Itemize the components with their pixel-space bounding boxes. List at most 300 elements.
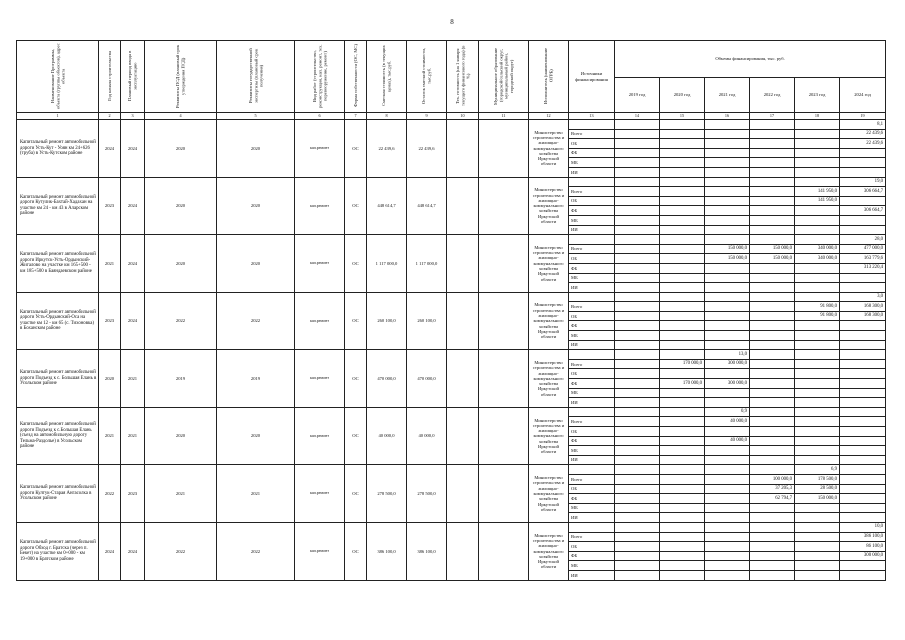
source-label: ИИ (569, 340, 615, 350)
object-name: Капитальный ремонт автомобильной дороги Подъезд к с. Большая Елань в Усольском районе (17, 350, 99, 408)
funding-value (750, 263, 795, 273)
municipality (479, 407, 529, 465)
start-year: 2021 (99, 235, 121, 293)
source-blank (569, 292, 615, 302)
source-blank (569, 350, 615, 360)
header-year: 2022 год (750, 78, 795, 113)
commission-year: 2024 (121, 522, 145, 580)
column-number: 9 (407, 113, 447, 120)
funding-value (705, 484, 750, 494)
funding-value: 168 300,0 (840, 302, 886, 312)
column-number: 12 (529, 113, 569, 120)
funding-value (615, 139, 660, 149)
funding-value (705, 311, 750, 321)
work-type: кап.ремонт (295, 292, 345, 350)
funding-value (705, 570, 750, 580)
header-psd: Реквизиты ПСД (плановый срок утверждения ПСД) (145, 41, 217, 113)
funding-value: 163 779,6 (840, 254, 886, 264)
funding-value (705, 474, 750, 484)
funding-value (615, 206, 660, 216)
column-number: 8 (367, 113, 407, 120)
readiness-value (840, 407, 886, 417)
readiness-value (750, 522, 795, 532)
source-label: ФБ (569, 148, 615, 158)
funding-value (705, 129, 750, 139)
funding-value (795, 532, 840, 542)
source-label: ФБ (569, 379, 615, 389)
header-funding: Объемы финансирования, тыс. руб. (615, 41, 886, 78)
header-year: 2021 год (705, 78, 750, 113)
funding-value (705, 369, 750, 379)
funding-value (840, 436, 886, 446)
funding-value (705, 455, 750, 465)
ownership: ОС (345, 350, 367, 408)
funding-value (750, 379, 795, 389)
funding-value (840, 196, 886, 206)
object-name: Капитальный ремонт автомобильной дороги Усть-Кут - Уоян км 24+626 (труба) в Усть-Кутском районе (17, 120, 99, 178)
readiness (447, 465, 479, 523)
funding-value (615, 542, 660, 552)
funding-value: 86 100,0 (840, 542, 886, 552)
source-label: ИИ (569, 455, 615, 465)
funding-value (840, 321, 886, 331)
funding-value: 150 000,0 (705, 254, 750, 264)
funding-value: 168 300,0 (840, 311, 886, 321)
funding-value (615, 359, 660, 369)
source-label: ИИ (569, 167, 615, 177)
funding-value (615, 311, 660, 321)
cost-remainder: 40 000,0 (407, 407, 447, 465)
funding-value (615, 187, 660, 197)
funding-value (660, 129, 705, 139)
funding-value (660, 513, 705, 523)
executor: Министерство строительства и жилищно-коммунального хозяйства Иркутской области (529, 465, 569, 523)
page-number: 8 (450, 18, 454, 26)
readiness-value: 13,0 (705, 350, 750, 360)
funding-value (705, 503, 750, 513)
start-year: 2021 (99, 407, 121, 465)
readiness-value (705, 292, 750, 302)
funding-value (750, 302, 795, 312)
executor: Министерство строительства и жилищно-коммунального хозяйства Иркутской области (529, 120, 569, 178)
funding-value (795, 129, 840, 139)
expertise-year: 2022 (217, 522, 295, 580)
funding-value: 141 950,0 (795, 187, 840, 197)
funding-value (660, 561, 705, 571)
header-commission: Плановый период ввода в эксплуатацию (121, 41, 145, 113)
ownership: ОС (345, 120, 367, 178)
funding-value (840, 379, 886, 389)
funding-value (615, 398, 660, 408)
expertise-year: 2020 (217, 120, 295, 178)
funding-value (840, 369, 886, 379)
funding-value (615, 129, 660, 139)
funding-value (660, 331, 705, 341)
funding-value (795, 369, 840, 379)
funding-value (795, 570, 840, 580)
ownership: ОС (345, 522, 367, 580)
source-label: МБ (569, 158, 615, 168)
estimated-cost: 386 100,0 (367, 522, 407, 580)
funding-value (705, 167, 750, 177)
source-label: МБ (569, 446, 615, 456)
municipality (479, 177, 529, 235)
expertise-year: 2019 (217, 350, 295, 408)
funding-value: 306 664,7 (840, 187, 886, 197)
funding-value: 100 000,0 (750, 474, 795, 484)
funding-value (795, 503, 840, 513)
readiness-value (615, 235, 660, 245)
funding-value (795, 561, 840, 571)
cost-remainder: 260 100,0 (407, 292, 447, 350)
funding-value: 150 000,0 (705, 244, 750, 254)
funding-value (750, 167, 795, 177)
ownership: ОС (345, 177, 367, 235)
funding-value (840, 417, 886, 427)
funding-value (795, 331, 840, 341)
municipality (479, 465, 529, 523)
funding-value (750, 283, 795, 293)
funding-value (705, 561, 750, 571)
readiness-value (705, 120, 750, 130)
column-number: 6 (295, 113, 345, 120)
funding-value (705, 273, 750, 283)
funding-value (750, 206, 795, 216)
psd-year: 2022 (145, 292, 217, 350)
funding-value (615, 215, 660, 225)
column-number: 3 (121, 113, 145, 120)
funding-value: 141 950,0 (795, 196, 840, 206)
funding-value (660, 311, 705, 321)
funding-value (615, 225, 660, 235)
object-name: Капитальный ремонт автомобильной дороги Култук-Старая Ангасолка в Усольском районе (17, 465, 99, 523)
funding-value (660, 484, 705, 494)
funding-value (795, 321, 840, 331)
estimated-cost: 22 439,6 (367, 120, 407, 178)
readiness-value (660, 522, 705, 532)
funding-value (750, 139, 795, 149)
funding-value (615, 484, 660, 494)
funding-value (660, 139, 705, 149)
funding-value (840, 474, 886, 484)
funding-value (750, 503, 795, 513)
readiness-value (795, 350, 840, 360)
source-blank (569, 177, 615, 187)
funding-value (615, 302, 660, 312)
readiness-value: 28,0 (840, 235, 886, 245)
source-label: МБ (569, 273, 615, 283)
funding-value (750, 359, 795, 369)
funding-value (705, 148, 750, 158)
readiness-value (750, 465, 795, 475)
cost-remainder: 386 100,0 (407, 522, 447, 580)
work-type: кап.ремонт (295, 407, 345, 465)
funding-value (795, 398, 840, 408)
object-name: Капитальный ремонт автомобильной дороги Обход г. Братска (через п. Бекет) на участке км 0+000 - км 19+000 в Братском районе (17, 522, 99, 580)
readiness-value (660, 465, 705, 475)
funding-value (705, 331, 750, 341)
expertise-year: 2020 (217, 177, 295, 235)
funding-value (795, 283, 840, 293)
funding-value (840, 273, 886, 283)
funding-value (660, 427, 705, 437)
readiness-value (795, 407, 840, 417)
funding-value (795, 542, 840, 552)
funding-value (840, 215, 886, 225)
funding-value (795, 513, 840, 523)
funding-value (705, 494, 750, 504)
psd-year: 2020 (145, 120, 217, 178)
column-number: 16 (705, 113, 750, 120)
funding-value (615, 513, 660, 523)
start-year: 2020 (99, 350, 121, 408)
funding-value: 150 000,0 (795, 494, 840, 504)
readiness-value (750, 177, 795, 187)
header-remainder: Остаток сметной стоимости, тыс.руб. (407, 41, 447, 113)
funding-value (615, 455, 660, 465)
funding-value: 40 000,0 (705, 417, 750, 427)
source-label: Всего (569, 129, 615, 139)
column-number: 1 (17, 113, 99, 120)
funding-value (750, 561, 795, 571)
funding-value (705, 139, 750, 149)
funding-value: 313 220,4 (840, 263, 886, 273)
commission-year: 2021 (121, 407, 145, 465)
ownership: ОС (345, 292, 367, 350)
column-number: 13 (569, 113, 615, 120)
readiness-value (615, 350, 660, 360)
estimated-cost: 470 000,0 (367, 350, 407, 408)
funding-value: 62 794,7 (750, 494, 795, 504)
source-label: ФБ (569, 263, 615, 273)
source-label: ИИ (569, 225, 615, 235)
source-label: Всего (569, 359, 615, 369)
funding-value (660, 398, 705, 408)
funding-value (750, 427, 795, 437)
funding-value (750, 455, 795, 465)
header-year: 2019 год (615, 78, 660, 113)
estimated-cost: 448 614,7 (367, 177, 407, 235)
funding-value (750, 331, 795, 341)
funding-value (840, 331, 886, 341)
funding-value (750, 148, 795, 158)
object-name: Капитальный ремонт автомобильной дороги Подъезд к с.Большая Елань (съезд на автомобильную дорогу Тельма-Раздолье) в Усольском районе (17, 407, 99, 465)
source-label: ФБ (569, 551, 615, 561)
object-name: Капитальный ремонт автомобильной дороги Иркутск-Усть-Ордынский-Жигалово на участке км 165+500 - км 185+500 в Баяндаевском районе (17, 235, 99, 293)
source-label: ОБ (569, 427, 615, 437)
readiness-value (705, 235, 750, 245)
readiness-value (615, 177, 660, 187)
funding-value (615, 532, 660, 542)
funding-value (750, 398, 795, 408)
funding-value: 300 000,0 (705, 379, 750, 389)
municipality (479, 350, 529, 408)
funding-value (660, 158, 705, 168)
start-year: 2023 (99, 292, 121, 350)
municipality (479, 522, 529, 580)
work-type: кап.ремонт (295, 235, 345, 293)
funding-value (660, 244, 705, 254)
source-label: Всего (569, 187, 615, 197)
funding-value: 386 100,0 (840, 532, 886, 542)
funding-value (615, 148, 660, 158)
source-blank (569, 522, 615, 532)
cost-remainder: 1 117 000,0 (407, 235, 447, 293)
work-type: кап.ремонт (295, 350, 345, 408)
funding-value (750, 340, 795, 350)
source-label: МБ (569, 388, 615, 398)
readiness-value (615, 120, 660, 130)
funding-value (750, 551, 795, 561)
funding-value (660, 551, 705, 561)
source-label: Всего (569, 417, 615, 427)
header-year: 2024 год (840, 78, 886, 113)
work-type: кап.ремонт (295, 465, 345, 523)
funding-value (705, 302, 750, 312)
column-number: 5 (217, 113, 295, 120)
funding-value (660, 215, 705, 225)
funding-value: 91 800,0 (795, 311, 840, 321)
readiness-value (795, 292, 840, 302)
funding-value (840, 570, 886, 580)
start-year: 2024 (99, 522, 121, 580)
funding-value: 178 500,0 (795, 474, 840, 484)
cost-remainder: 22 439,6 (407, 120, 447, 178)
funding-value (660, 273, 705, 283)
funding-value (750, 542, 795, 552)
funding-value (795, 148, 840, 158)
funding-value (795, 436, 840, 446)
column-number: 18 (795, 113, 840, 120)
source-label: МБ (569, 561, 615, 571)
readiness (447, 177, 479, 235)
funding-value (615, 331, 660, 341)
readiness-value (660, 407, 705, 417)
column-number: 11 (479, 113, 529, 120)
psd-year: 2020 (145, 177, 217, 235)
funding-value (615, 379, 660, 389)
cost-remainder: 470 000,0 (407, 350, 447, 408)
commission-year: 2023 (121, 465, 145, 523)
funding-value (795, 139, 840, 149)
funding-value (750, 215, 795, 225)
funding-value (615, 283, 660, 293)
readiness-value (705, 177, 750, 187)
funding-value (660, 388, 705, 398)
source-label: ФБ (569, 436, 615, 446)
column-number: 2 (99, 113, 121, 120)
readiness-value (615, 522, 660, 532)
funding-value (795, 167, 840, 177)
funding-value (795, 215, 840, 225)
funding-value: 306 664,7 (840, 206, 886, 216)
readiness-value (705, 522, 750, 532)
commission-year: 2024 (121, 177, 145, 235)
source-label: ОБ (569, 369, 615, 379)
psd-year: 2020 (145, 235, 217, 293)
header-start-year: Год начала строительства (99, 41, 121, 113)
header-executor: Исполнитель (наименование ОГРБ) (529, 41, 569, 113)
source-label: Всего (569, 532, 615, 542)
funding-value (660, 446, 705, 456)
funding-value (705, 398, 750, 408)
source-label: ОБ (569, 311, 615, 321)
object-name: Капитальный ремонт автомобильной дороги Кутулик-Бахтай-Хадахан на участке км 24 - км 43 в Аларском районе (17, 177, 99, 235)
commission-year: 2024 (121, 292, 145, 350)
header-sources: Источники финансирования (569, 41, 615, 113)
column-number: 15 (660, 113, 705, 120)
commission-year: 2024 (121, 120, 145, 178)
funding-value (750, 369, 795, 379)
source-label: ФБ (569, 494, 615, 504)
funding-value (705, 446, 750, 456)
readiness-value (660, 120, 705, 130)
source-blank (569, 465, 615, 475)
source-blank (569, 235, 615, 245)
funding-value: 91 800,0 (795, 302, 840, 312)
readiness-value (660, 177, 705, 187)
funding-value (840, 398, 886, 408)
readiness (447, 120, 479, 178)
funding-value: 300 000,0 (840, 551, 886, 561)
funding-value (795, 206, 840, 216)
readiness-value: 8,1 (840, 120, 886, 130)
readiness-value: 10,0 (840, 522, 886, 532)
source-label: ИИ (569, 398, 615, 408)
funding-value: 300 000,0 (705, 359, 750, 369)
source-label: МБ (569, 503, 615, 513)
funding-value (840, 148, 886, 158)
funding-value (795, 455, 840, 465)
header-expertise: Реквизиты государственной экспертизы (плановый срок получения) (217, 41, 295, 113)
estimated-cost: 1 117 000,0 (367, 235, 407, 293)
funding-value (660, 263, 705, 273)
funding-value (795, 263, 840, 273)
funding-value (840, 158, 886, 168)
column-number: 4 (145, 113, 217, 120)
funding-value (615, 494, 660, 504)
funding-value (750, 187, 795, 197)
funding-value (705, 321, 750, 331)
funding-value (795, 427, 840, 437)
funding-value (795, 158, 840, 168)
readiness-value (795, 120, 840, 130)
readiness-value (750, 292, 795, 302)
funding-value (840, 340, 886, 350)
funding-value (660, 542, 705, 552)
funding-value (660, 417, 705, 427)
source-label: ИИ (569, 513, 615, 523)
funding-value (705, 542, 750, 552)
cost-remainder: 448 614,7 (407, 177, 447, 235)
funding-value (660, 206, 705, 216)
funding-value (840, 484, 886, 494)
funding-value (615, 321, 660, 331)
readiness-value: 3,0 (840, 292, 886, 302)
funding-value (840, 513, 886, 523)
funding-value (705, 263, 750, 273)
expertise-year: 2022 (217, 292, 295, 350)
readiness-value: 19,0 (840, 177, 886, 187)
readiness-value (840, 350, 886, 360)
funding-value: 340 000,0 (795, 244, 840, 254)
readiness-value (795, 177, 840, 187)
funding-value (705, 215, 750, 225)
psd-year: 2019 (145, 350, 217, 408)
estimated-cost: 278 500,0 (367, 465, 407, 523)
funding-value (750, 129, 795, 139)
readiness-value (750, 350, 795, 360)
